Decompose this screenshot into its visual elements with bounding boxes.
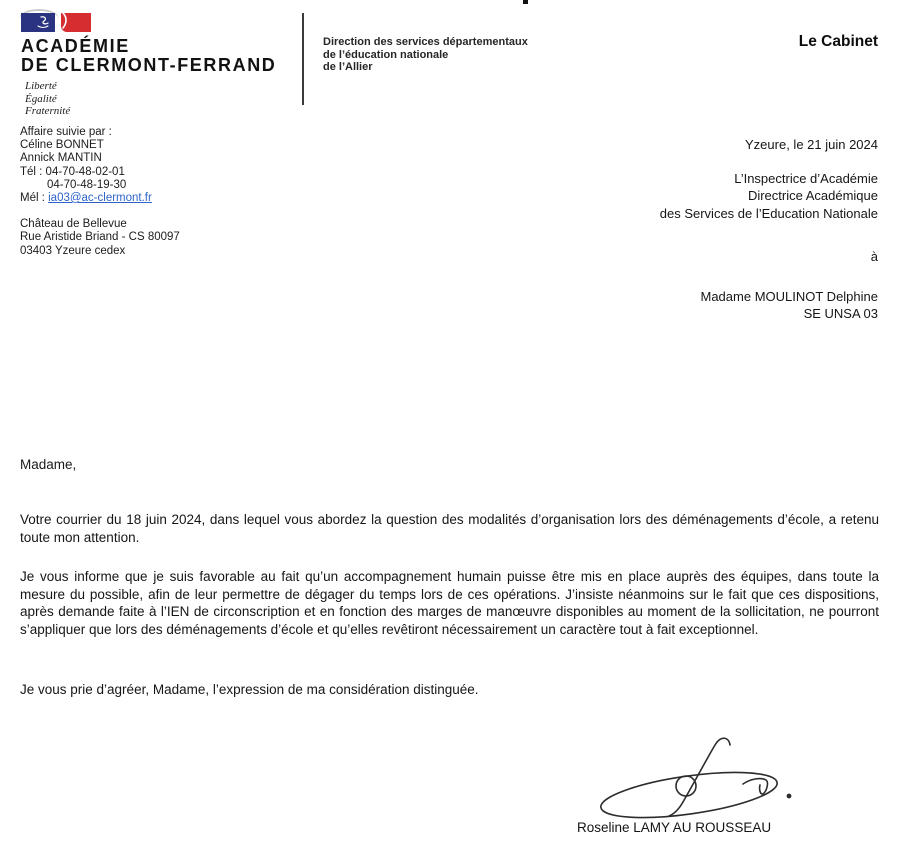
motto-liberte: Liberté — [25, 80, 57, 92]
body-paragraph-2: Je vous informe que je suis favorable au fait qu’un accompagnement humain puisse être mis en place auprès des équipes, dans toute la mesure du possible, afin de leur permettre de dégager du temps lors de ces opérations. J’insiste néanmoins sur le fait que ces dispositions, après demande faite à l’IEN de circonscription et en fonction des marges de manœuvre disponibles au moment de la sollicitation, ne pourront s’appliquer que lors des déménagements d’école et qu’elles revêtiront nécessairement un caractère tout à fait exceptionnel. — [20, 569, 879, 637]
contact-name-2: Annick MANTIN — [20, 152, 102, 165]
salutation: Madame, — [20, 457, 77, 472]
dateline: Yzeure, le 21 juin 2024 — [745, 137, 878, 152]
phone-line-1: Tél : 04-70-48-02-01 — [20, 165, 125, 178]
phone-line-2: 04-70-48-19-30 — [47, 178, 127, 191]
division-title — [323, 36, 528, 74]
academy-name-line1: ACADÉMIE — [21, 36, 130, 56]
flag-blue-block-icon — [21, 13, 55, 32]
motto-fraternite: Fraternité — [25, 105, 71, 117]
spacer — [20, 205, 180, 218]
address-line-1: Château de Bellevue — [20, 218, 127, 231]
recipient-line1: Madame MOULINOT Delphine — [700, 288, 878, 304]
email-label: Mél : — [20, 192, 49, 205]
handwritten-signature — [593, 736, 808, 824]
contact-name-1: Céline BONNET — [20, 139, 104, 152]
french-republic-flag-logo — [21, 13, 93, 34]
signer-name: Roseline LAMY AU ROUSSEAU — [577, 820, 772, 835]
recipient-name — [660, 288, 878, 323]
service-name: Le Cabinet — [798, 33, 878, 50]
cropped-text-fragment — [523, 0, 528, 4]
contact-block — [20, 126, 180, 258]
academy-name — [21, 37, 276, 74]
division-line3: de l’Allier — [323, 61, 373, 73]
closing-formula: Je vous prie d’agréer, Madame, l’expression de ma considération distinguée. — [20, 682, 479, 697]
flag-red-block-icon — [61, 13, 91, 32]
sender-title-line2: Directrice Académique — [747, 188, 878, 204]
sender-title-line1: L’Inspectrice d’Académie — [734, 171, 878, 186]
letterhead-divider — [302, 13, 304, 105]
sender-title — [660, 170, 878, 222]
sender-title-line3: des Services de l’Education Nationale — [659, 205, 878, 221]
address-line-2: Rue Aristide Briand - CS 80097 — [20, 231, 180, 244]
to-word: à — [870, 248, 878, 264]
recipient-line2: SE UNSA 03 — [803, 306, 878, 322]
division-line1: Direction des services départementaux — [323, 36, 528, 48]
body-paragraph-1: Votre courrier du 18 juin 2024, dans lequel vous abordez la question des modalités d’organisation lors des déménagements d’école, a retenu toute mon attention. — [20, 512, 879, 545]
email-line — [20, 192, 180, 205]
address-line-3: 03403 Yzeure cedex — [20, 244, 126, 257]
email-link[interactable]: ia03@ac-clermont.fr — [48, 192, 152, 205]
academy-name-line2: DE CLERMONT-FERRAND — [21, 54, 277, 75]
republic-motto — [25, 80, 70, 118]
recipient-block — [660, 137, 878, 323]
followed-by-label: Affaire suivie par : — [20, 126, 112, 138]
motto-egalite: Égalité — [25, 92, 57, 105]
division-line2: de l’éducation nationale — [323, 48, 449, 61]
